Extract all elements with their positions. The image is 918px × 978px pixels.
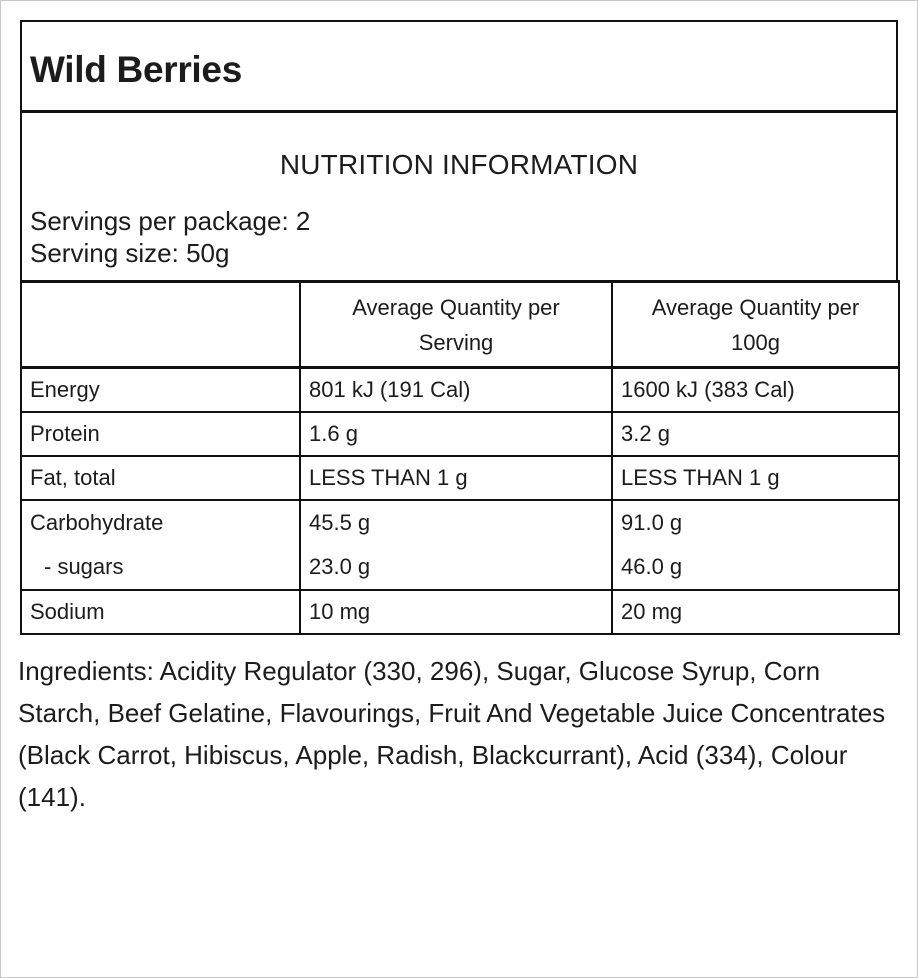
per-100g-cell <box>612 500 899 590</box>
table-row <box>21 456 899 500</box>
nutrition-heading: NUTRITION INFORMATION <box>279 149 639 180</box>
per-serving-value: 801 kJ (191 Cal) <box>300 368 612 413</box>
table-row <box>21 368 899 413</box>
per-serving-value: 45.5 g <box>309 510 371 535</box>
nutrient-name: Carbohydrate <box>30 510 164 535</box>
per-100g-value: LESS THAN 1 g <box>612 456 899 500</box>
nutrient-name: Energy <box>21 368 300 413</box>
nutrition-table <box>20 280 900 635</box>
nutrient-name-cell <box>21 500 300 590</box>
table-header-row <box>21 282 899 368</box>
per-serving-value: LESS THAN 1 g <box>300 456 612 500</box>
sub-nutrient-name <box>30 545 291 589</box>
table-row <box>21 500 899 590</box>
sub-per-100g-value: 46.0 g <box>621 554 683 579</box>
title-box <box>20 20 898 113</box>
per-serving-value: 1.6 g <box>300 412 612 456</box>
column-header-per-100g: Average Quantity per 100g <box>612 282 899 368</box>
nutrient-name: Protein <box>21 412 300 456</box>
servings-per-package: Servings per package: 2 <box>30 206 311 236</box>
sub-nutrient-label: - sugars <box>44 554 124 579</box>
per-serving-cell <box>300 500 612 590</box>
serving-size: Serving size: 50g <box>30 238 230 268</box>
ingredients-text: Ingredients: Acidity Regulator (330, 296), Sugar, Glucose Syrup, Corn Starch, Beef Gelatine, Flavourings, Fruit And Vegetable Juice Concentrates (Black Carrot, Hibiscus, Apple, Radish, Blackcurrant), Acid (334), Colour (141). <box>18 656 886 812</box>
table-row <box>21 412 899 456</box>
nutrient-name: Fat, total <box>21 456 300 500</box>
column-header-nutrient <box>21 282 300 368</box>
product-title: Wild Berries <box>30 49 242 90</box>
nutrition-label <box>20 20 898 635</box>
column-header-per-serving: Average Quantity per Serving <box>300 282 612 368</box>
per-100g-value: 1600 kJ (383 Cal) <box>612 368 899 413</box>
per-100g-value: 20 mg <box>612 590 899 634</box>
nutrient-name: Sodium <box>21 590 300 634</box>
sub-per-serving-value: 23.0 g <box>309 554 371 579</box>
nutrition-info-box <box>20 113 898 280</box>
per-serving-value: 10 mg <box>300 590 612 634</box>
per-100g-value: 3.2 g <box>612 412 899 456</box>
per-100g-value: 91.0 g <box>621 510 683 535</box>
table-row <box>21 590 899 634</box>
